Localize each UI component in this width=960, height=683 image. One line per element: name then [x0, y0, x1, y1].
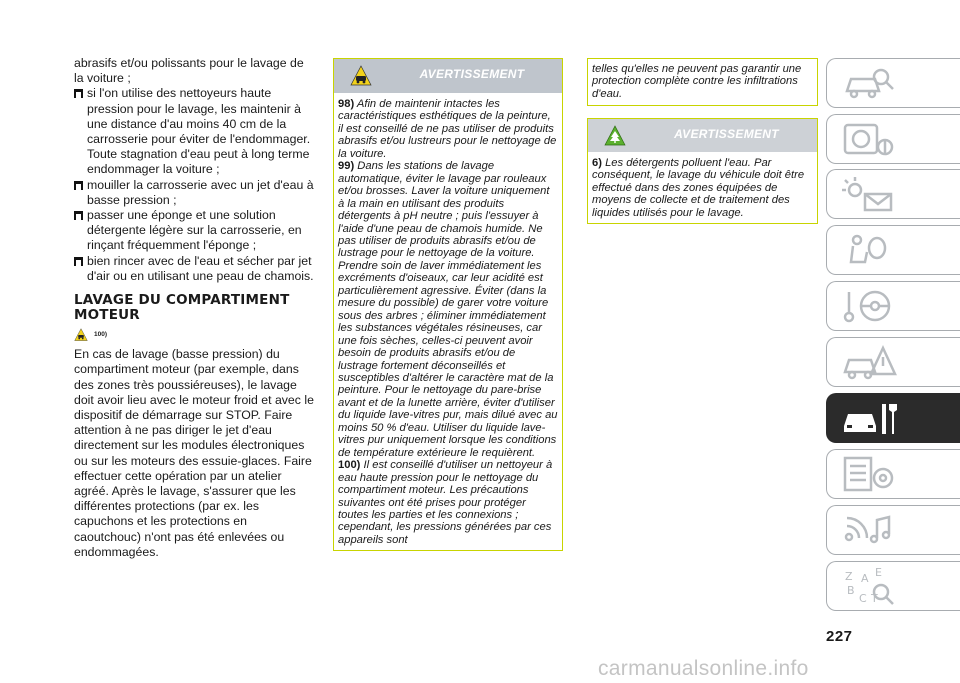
warning-header	[588, 119, 817, 152]
bullet-icon	[74, 257, 83, 266]
airbag-icon	[841, 232, 901, 270]
svg-text:E: E	[875, 568, 882, 579]
tab-multimedia[interactable]	[826, 505, 960, 555]
maintenance-icon	[841, 400, 901, 438]
tab-emergency[interactable]	[826, 337, 960, 387]
bullet-icon	[74, 211, 83, 220]
car-info-icon	[841, 65, 901, 103]
warning-item: 6) Les détergents polluent l'eau. Par conséquent, le lavage du véhicule doit être effectué dans des zones équipées de moyens de collecte et de traitement des liquides utilisés pour le lavage.	[592, 157, 805, 219]
warning-body	[334, 93, 562, 550]
tab-index[interactable]	[826, 561, 960, 611]
intro-text: abrasifs et/ou polissants pour le lavage de la voiture ;	[74, 56, 304, 86]
warning-item: 98) Afin de maintenir intactes les caractéristiques esthétiques de la peinture, il est conseillé de ne pas utiliser de produits abrasifs et/ou lustreurs pour le nettoyage de la voiture.	[338, 98, 557, 160]
body-text: En cas de lavage (basse pression) du compartiment moteur (par exemple, dans des zones très poussiéreuses), le lavage doit avoir lieu avec le moteur froid et avec le dispositif de démarrage sur STOP. Faire attention à ne pas diriger le jet d'eau directement sur les modules électroniques ou sur les moteurs des essuie-glaces. Faire effectuer cette opération par un atelier agréé. Après le lavage, s'assurer que les différentes protections (par ex. les capuchons et les protections en caoutchouc) n'ont pas été enlevées ou endommagées.	[74, 347, 314, 559]
tab-airbag[interactable]	[826, 225, 960, 275]
main-column	[74, 56, 316, 560]
list-item: bien rincer avec de l'eau et sécher par jet d'air ou en utilisant une peau de chamois.	[74, 254, 316, 284]
warning-car-icon	[74, 328, 88, 342]
warning-reference[interactable]	[74, 327, 316, 342]
svg-text:B: B	[847, 584, 855, 597]
warning-header	[334, 59, 562, 93]
tab-maintenance[interactable]	[826, 393, 960, 443]
warning-title: AVERTISSEMENT	[419, 67, 525, 81]
tab-dashboard[interactable]	[826, 114, 960, 164]
warning-box-car	[333, 58, 563, 551]
tab-specs[interactable]	[826, 449, 960, 499]
warning-item: 100) Il est conseillé d'utiliser un nettoyeur à eau haute pression pour le nettoyage du compartiment moteur. Les précautions suivantes ont été prises pour protéger toutes les parties et les connexions ; cependant, les pressions générées par ces appareils sont	[338, 459, 553, 546]
watermark: carmanualsonline.info	[598, 657, 809, 680]
driving-icon	[841, 288, 901, 326]
svg-text:T: T	[871, 592, 878, 605]
index-icon	[841, 568, 901, 606]
section-heading: LAVAGE DU COMPARTIMENT MOTEUR	[74, 292, 290, 324]
lights-icon	[841, 176, 901, 214]
multimedia-icon	[841, 512, 901, 550]
bullet-icon	[74, 89, 83, 98]
list-item: passer une éponge et une solution détergente légère sur la carrosserie, en rinçant fréquemment l'éponge ;	[74, 208, 316, 254]
specs-icon	[841, 456, 901, 494]
svg-text:C: C	[859, 592, 867, 605]
warning-title: AVERTISSEMENT	[674, 127, 779, 141]
bullet-icon	[74, 181, 83, 190]
continuation-box	[587, 58, 818, 106]
svg-text:Z: Z	[845, 570, 853, 583]
tab-lights[interactable]	[826, 169, 960, 219]
list-item: si l'on utilise des nettoyeurs haute pression pour le lavage, les maintenir à une distance d'au moins 40 cm de la carrosserie pour éviter de l'endommager. Toute stagnation d'eau peut à long terme endommager la voiture ;	[74, 86, 316, 177]
tab-driving[interactable]	[826, 281, 960, 331]
page-number: 227	[826, 628, 853, 645]
reference-number: 100)	[94, 331, 108, 339]
continuation-text: telles qu'elles ne peuvent pas garantir une protection complète contre les infiltrations d'eau.	[592, 63, 802, 100]
emergency-icon	[841, 344, 901, 382]
dashboard-icon	[841, 121, 901, 159]
tab-car-info[interactable]	[826, 58, 960, 108]
svg-text:A: A	[861, 572, 869, 585]
list-item: mouiller la carrosserie avec un jet d'eau à basse pression ;	[74, 178, 316, 208]
warning-body	[588, 152, 817, 223]
warning-box-environment	[587, 118, 818, 224]
warning-item: 99) Dans les stations de lavage automatique, éviter le lavage par rouleaux et/ou brosses. Laver la voiture uniquement à la main en utilisant des produits détergents à pH neutre ; puis l'essuyer à l'aide d'une peau de chamois humide. Ne pas utiliser de produits abrasifs et/ou de lustrage pour le nettoyage de la voiture. Prendre soin de laver immédiatement les excréments d'oiseaux, car leur acidité est particulièrement agressive. Éviter (dans la mesure du possible) de garer votre voiture sous des arbres ; éliminer immédiatement les substances végétales résineuses, car une fois sèches, celles-ci peuvent avoir besoin de produits abrasifs et/ou de lustrage fortement déconseillés et susceptibles d'altérer le caractère mat de la peinture. Pour le nettoyage du pare-brise avant et de la lunette arrière, éviter d'utiliser du liquide lave-vitres pur, mais dilué avec au moins 50 % d'eau. Utiliser du liquide lave-vitres pur uniquement lorsque les conditions de température extérieure le requièrent.	[338, 160, 558, 459]
